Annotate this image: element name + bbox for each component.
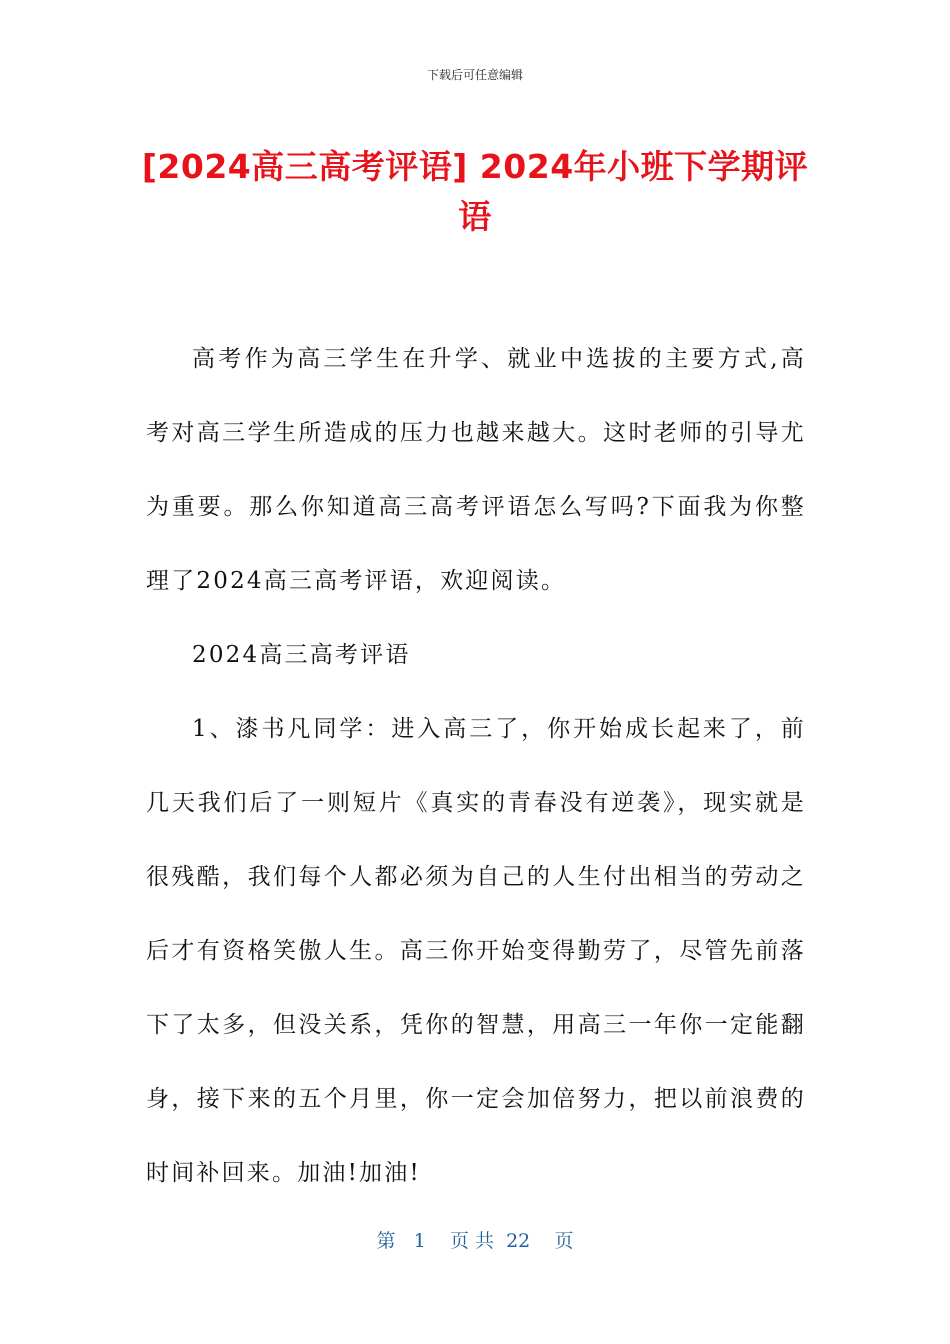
section-heading: 2024高三高考评语 (192, 642, 411, 668)
page-middle: 页 共 (449, 1230, 494, 1252)
intro-paragraph: 高考作为高三学生在升学、就业中选拔的主要方式,高考对高三学生所造成的压力也越来越大。这时老师的引导尤为重要。那么你知道高三高考评语怎么写吗?下面我为你整理了2024高三高考评语，欢迎阅读。 (146, 346, 806, 594)
page-prefix: 第 (376, 1230, 396, 1252)
document-body (146, 322, 806, 1210)
current-page-number: 1 (413, 1230, 426, 1252)
page-footer (0, 1226, 950, 1253)
document-title: [2024高三高考评语] 2024年小班下学期评语 (141, 147, 809, 236)
comment-paragraph: 1、漆书凡同学：进入高三了，你开始成长起来了，前几天我们后了一则短片《真实的青春没有逆袭》，现实就是很残酷，我们每个人都必须为自己的人生付出相当的劳动之后才有资格笑傲人生。高三你开始变得勤劳了，尽管先前落下了太多，但没关系，凭你的智慧，用高三一年你一定能翻身，接下来的五个月里，你一定会加倍努力，把以前浪费的时间补回来。加油!加油! (146, 716, 806, 1186)
page-suffix: 页 (554, 1230, 574, 1252)
total-pages: 22 (506, 1230, 531, 1252)
header-note: 下载后可任意编辑 (426, 68, 523, 82)
